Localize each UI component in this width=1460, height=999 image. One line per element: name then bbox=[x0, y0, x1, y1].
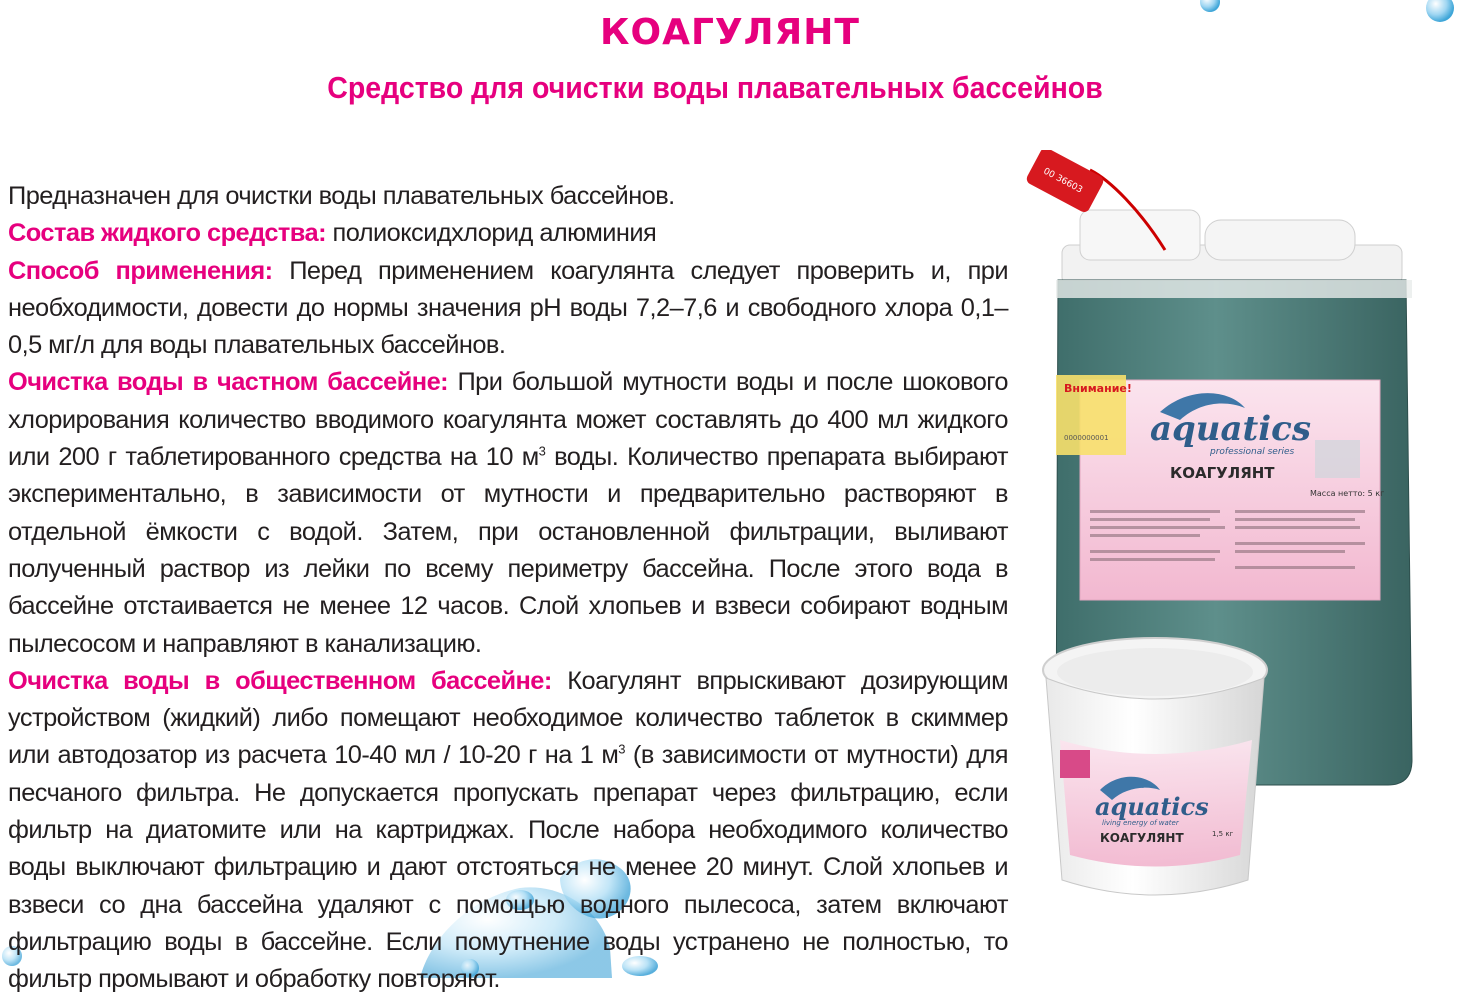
water-drops-top-icon bbox=[1195, 0, 1460, 24]
composition-paragraph bbox=[8, 215, 1008, 252]
bucket-tagline: living energy of water bbox=[1102, 819, 1179, 827]
canister-seal-code: 00 36603 bbox=[1041, 166, 1085, 196]
usage-paragraph bbox=[8, 253, 1008, 365]
description-text bbox=[8, 178, 1008, 999]
canister-name: КОАГУЛЯНТ bbox=[1170, 464, 1275, 482]
canister-mass: Масса нетто: 5 кг bbox=[1310, 489, 1385, 498]
canister-series: professional series bbox=[1210, 447, 1295, 457]
private-pool-sup: 3 bbox=[538, 443, 546, 459]
public-pool-text-2: (в зависимости от мутности) для песчаного фильтра. Не допускается пропускать препарат через фильтрацию, если фильтр на диатомите или на картриджах. После набора необходимого количество воды выключают фильтрацию и дают отстояться не менее 20 минут. Слой хлопьев и взвеси со дна бассейна удаляют с помощью водного пылесоса, затем включают фильтрацию воды в бассейне. Если помутнение воды устранено не полностью, то фильтр промывают и обработку повторяют. bbox=[8, 741, 1008, 994]
private-pool-paragraph bbox=[8, 364, 1008, 662]
usage-label: Способ применения: bbox=[8, 256, 273, 285]
canister-seal: 0000000001 bbox=[1064, 434, 1109, 442]
public-pool-paragraph bbox=[8, 663, 1008, 999]
composition-text: полиоксидхлорид алюминия bbox=[326, 219, 657, 248]
bucket-image bbox=[1043, 638, 1267, 895]
canister-brand: aquatics bbox=[1150, 409, 1312, 449]
composition-label: Состав жидкого средства: bbox=[8, 219, 327, 248]
usage-text: Перед применением коагулянта следует проверить и, при необходимости, довести до нормы значения рН воды 7,2–7,6 и свободного хлора 0,1–0,5 мг/л для воды плавательных бассейнов. bbox=[8, 256, 1008, 360]
bucket-brand: aquatics bbox=[1095, 792, 1209, 821]
intro-paragraph: Предназначен для очистки воды плавательных бассейнов. bbox=[8, 182, 675, 210]
private-pool-text-1: При большой мутности воды и после шокового хлорирования количество вводимого коагулянта может составлять до 400 мл жидкого или 200 г таблетированного средства на 10 м bbox=[8, 368, 1008, 472]
private-pool-text-2: воды. Количество препарата выбирают экспериментально, в зависимости от мутности и предварительно растворяют в отдельной ёмкости с водой. Затем, при остановленной фильтрации, выливают полученный раствор из лейки по всему периметру бассейна. После этого вода в бассейне отстаивается не менее 12 часов. Слой хлопьев и взвеси собирают водным пылесосом и направляют в канализацию. bbox=[8, 443, 1008, 658]
bucket-name: КОАГУЛЯНТ bbox=[1100, 831, 1184, 845]
page-title: КОАГУЛЯНТ bbox=[600, 12, 860, 53]
public-pool-label: Очистка воды в общественном бассейне: bbox=[8, 666, 552, 695]
public-pool-text-1: Коагулянт впрыскивают дозирующим устройством (жидкий) либо помещают необходимое количество таблеток в скиммер или автодозатор из расчета 10-40 мл / 10-20 г на 1 м bbox=[8, 666, 1008, 770]
private-pool-label: Очистка воды в частном бассейне: bbox=[8, 368, 449, 397]
product-image bbox=[1020, 150, 1450, 910]
canister-warning: Внимание! bbox=[1064, 382, 1132, 395]
public-pool-sup: 3 bbox=[618, 741, 625, 757]
page-subtitle: Средство для очистки воды плавательных бассейнов bbox=[327, 70, 1103, 105]
bucket-mass: 1,5 кг bbox=[1212, 830, 1234, 838]
